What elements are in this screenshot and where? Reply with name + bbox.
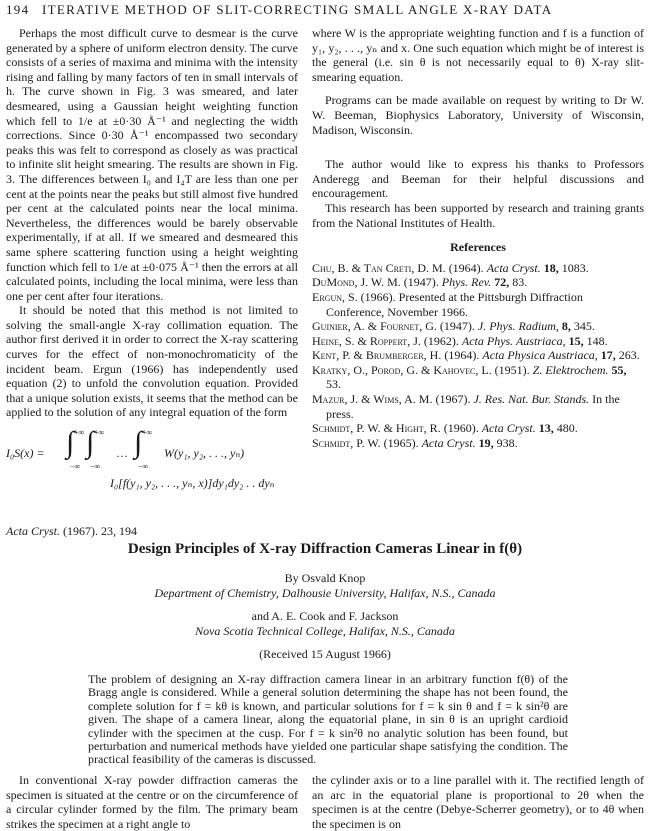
reference-pages: 148. <box>586 333 608 348</box>
intro-paragraph-left: In conventional X-ray powder diffraction cameras the specimen is situated at the centre or on the circumference of a circular cylinder formed by the film. The primary beam strikes the specimen at a right angle to <box>6 773 298 831</box>
reference-pages: 1083. <box>561 260 589 275</box>
paragraph-funding: This research has been supported by research and training grants from the National Institutes of Health. <box>312 200 644 230</box>
integral-lower-limit-3: −∞ <box>138 462 149 472</box>
reference-authors: Kent, P. & Brumberger, H. <box>312 348 442 363</box>
running-header <box>6 2 646 20</box>
reference-year: (1967). <box>435 392 471 407</box>
equation-ellipsis: … <box>116 446 128 461</box>
reference-authors: Ergun, S. <box>312 289 358 304</box>
references-heading: References <box>450 240 506 255</box>
reference-vol: 72, <box>494 275 510 290</box>
reference-year: (1960). <box>443 421 479 436</box>
reference-list <box>312 261 644 451</box>
equation-lhs: I₀S(x) = <box>6 446 45 461</box>
reference-authors: Guinier, A. & Fournet, G. <box>312 319 437 334</box>
page-number: 194 <box>6 2 30 17</box>
reference-year: (1966). <box>360 289 396 304</box>
body-right-column <box>312 773 644 831</box>
reference-item <box>312 348 644 363</box>
citation-journal: Acta Cryst. <box>6 524 60 538</box>
running-title: ITERATIVE METHOD OF SLIT-CORRECTING SMALL ANGLE X-RAY DATA <box>41 2 553 17</box>
reference-year: (1965). <box>383 435 419 450</box>
integral-upper-limit-1: +∞ <box>74 428 85 438</box>
reference-authors: DuMond, J. W. M. <box>312 275 401 290</box>
equation-weight: W(y₁, y₂, . . ., yₙ) <box>164 446 245 461</box>
reference-item <box>312 261 644 276</box>
integral-sign-1: ∫ <box>66 426 75 460</box>
abstract: The problem of designing an X-ray diffraction camera linear in an arbitrary function f(θ) of the Bragg angle is considered. While a general solution determining the shape has not been found, the complete solution for f = kθ is known, and particular solutions for f = k sin θ and f = k sin²θ are given. The shape of a camera linear, along the equatorial plane, in sin θ is an upright cardioid cylinder with the specimen at the cusp. For f = k sin²θ no analytic solution has been found, but perturbation and numerical methods have yielded one particular shape satisfying the condition. The practical feasibility of the cameras is discussed. <box>88 672 568 767</box>
author-knop: By Osvald Knop <box>284 571 366 585</box>
left-column <box>6 26 298 502</box>
reference-pages: 263. <box>618 348 640 363</box>
reference-year: (1964). <box>444 348 480 363</box>
paragraph-programs: Programs can be made available on request by writing to Dr W. W. Beeman, Biophysics Laboratory, University of Wisconsin, Madison, Wisconsin. <box>312 93 644 137</box>
reference-year: (1947). <box>403 275 439 290</box>
article-title: Design Principles of X-ray Diffraction Cameras Linear in f(θ) <box>127 541 523 557</box>
reference-pages: 345. <box>573 319 595 334</box>
reference-journal: Acta Cryst. <box>421 435 476 450</box>
article-citation <box>6 524 137 539</box>
reference-journal: Phys. Rev. <box>441 275 492 290</box>
authors-cook-jackson: and A. E. Cook and F. Jackson <box>251 609 399 623</box>
citation-details: (1967). 23, 194 <box>63 524 137 538</box>
reference-pages: In the press. <box>326 392 620 421</box>
reference-vol: 55, <box>611 362 627 377</box>
reference-vol: 19, <box>478 435 494 450</box>
reference-item <box>312 290 644 319</box>
reference-authors: Schmidt, P. W. & Hight, R. <box>312 421 441 436</box>
right-column <box>312 26 644 450</box>
integral-lower-limit-1: −∞ <box>70 462 81 472</box>
reference-vol: 13, <box>538 421 554 436</box>
reference-item <box>312 436 644 451</box>
reference-authors: Schmidt, P. W. <box>312 435 381 450</box>
reference-item <box>312 421 644 436</box>
reference-journal: J. Res. Nat. Bur. Stands. <box>473 392 590 407</box>
integral-upper-limit-2: +∞ <box>94 428 105 438</box>
reference-journal: Z. Elektrochem. <box>532 362 609 377</box>
intro-paragraph-right: the cylinder axis or to a line parallel with it. The rectified length of an arc in the equatorial plane is proportional to 2θ when the specimen is at the centre (Debye-Scherrer geometry), or to 4θ when the specimen is on <box>312 773 644 831</box>
reference-pages: 53. <box>326 377 341 392</box>
equation-integrand: I₀[f(y₁, y₂, . . ., yₙ, x)]dy₁dy₂ . . dyₙ <box>110 476 275 491</box>
reference-authors: Chu, B. & Tan Creti, D. M. <box>312 260 446 275</box>
paragraph-acknowledgement: The author would like to express his thanks to Professors Anderegg and Beeman for their helpful discussions and encouragement. <box>312 157 644 201</box>
integral-equation <box>6 424 298 502</box>
reference-item <box>312 319 644 334</box>
reference-year: (1951). <box>494 362 530 377</box>
paragraph-method-general: It should be noted that this method is not limited to solving the small-angle X-ray collimation equation. The author first derived it in order to correct the X-ray scattering curves for the effect of non-monochromaticity of the incident beam. Ergun (1966) has independently used equation (2) to unfold the convolution equation. Provided that a unique solution exists, it seems that the method can be applied to the solution of any integral equation of the form <box>6 303 298 420</box>
reference-journal: Acta Cryst. <box>481 421 536 436</box>
reference-authors: Kratky, O., Porod, G. & Kahovec, L. <box>312 362 492 377</box>
integral-upper-limit-3: +∞ <box>142 428 153 438</box>
integral-sign-3: ∫ <box>134 426 143 460</box>
reference-item <box>312 392 644 421</box>
reference-journal: Acta Physica Austriaca, <box>482 348 598 363</box>
body-left-column <box>6 773 298 831</box>
reference-authors: Heine, S. & Roppert, J. <box>312 333 421 348</box>
reference-vol: 17, <box>600 348 616 363</box>
reference-journal: Acta Phys. Austriaca, <box>461 333 566 348</box>
reference-authors: Mazur, J. & Wims, A. M. <box>312 392 433 407</box>
reference-pages: Presented at the Pittsburgh Diffraction Conference, November 1966. <box>326 289 583 319</box>
received-date: (Received 15 August 1966) <box>259 647 391 661</box>
paragraph-weighting: where W is the appropriate weighting function and f is a function of y₁, y₂, . . ., yₙ and x. One such equation which might be of interest is the general (i.e. sin θ is not necessarily equal to θ) X-ray slit-smearing equation. <box>312 26 644 84</box>
reference-pages: 480. <box>556 421 578 436</box>
reference-vol: 8, <box>561 319 571 334</box>
integral-sign-2: ∫ <box>86 426 95 460</box>
paragraph-sphere-desmear: Perhaps the most difficult curve to desmear is the curve generated by a sphere of uniform electron density. The curve consists of a series of maxima and minima with the intensity rising and falling by many factors of ten in small intervals of h. The curve shown in Fig. 3 was smeared, and later desmeared, using a Gaussian height weighting function which fell to 1/e at ±0·30 Å⁻¹ and neglecting the width corrections. Since 0·30 Å⁻¹ encompassed two secondary peaks this was felt to correspond as closely as was practical to infinite slit height smearing. The results are shown in Fig. 3. The differences between I₀ and I₄T are less than one per cent at the points near the peaks but still almost five hundred per cent at the calculated points near the local minima. Nevertheless, the differences would be barely observable experimentally, if at all. If we smeared and desmeared this same sphere scattering function using a height weighting function which fell to 1/e at ±0·075 Å⁻¹ then the errors at all calculated points, including the local minima, were less than one per cent after four iterations. <box>6 26 298 303</box>
reference-journal: J. Phys. Radium, <box>477 319 559 334</box>
integral-lower-limit-2: −∞ <box>90 462 101 472</box>
reference-item <box>312 363 644 392</box>
reference-journal: Acta Cryst. <box>486 260 541 275</box>
affiliation-nova-scotia: Nova Scotia Technical College, Halifax, N.S., Canada <box>195 624 455 638</box>
reference-pages: 83. <box>512 275 528 290</box>
reference-vol: 18, <box>543 260 559 275</box>
reference-year: (1962). <box>423 333 459 348</box>
reference-year: (1947). <box>439 319 475 334</box>
reference-pages: 938. <box>496 435 518 450</box>
reference-item <box>312 334 644 349</box>
reference-item <box>312 275 644 290</box>
reference-vol: 15, <box>568 333 584 348</box>
reference-year: (1964). <box>448 260 484 275</box>
affiliation-dalhousie: Department of Chemistry, Dalhousie University, Halifax, N.S., Canada <box>154 586 496 600</box>
